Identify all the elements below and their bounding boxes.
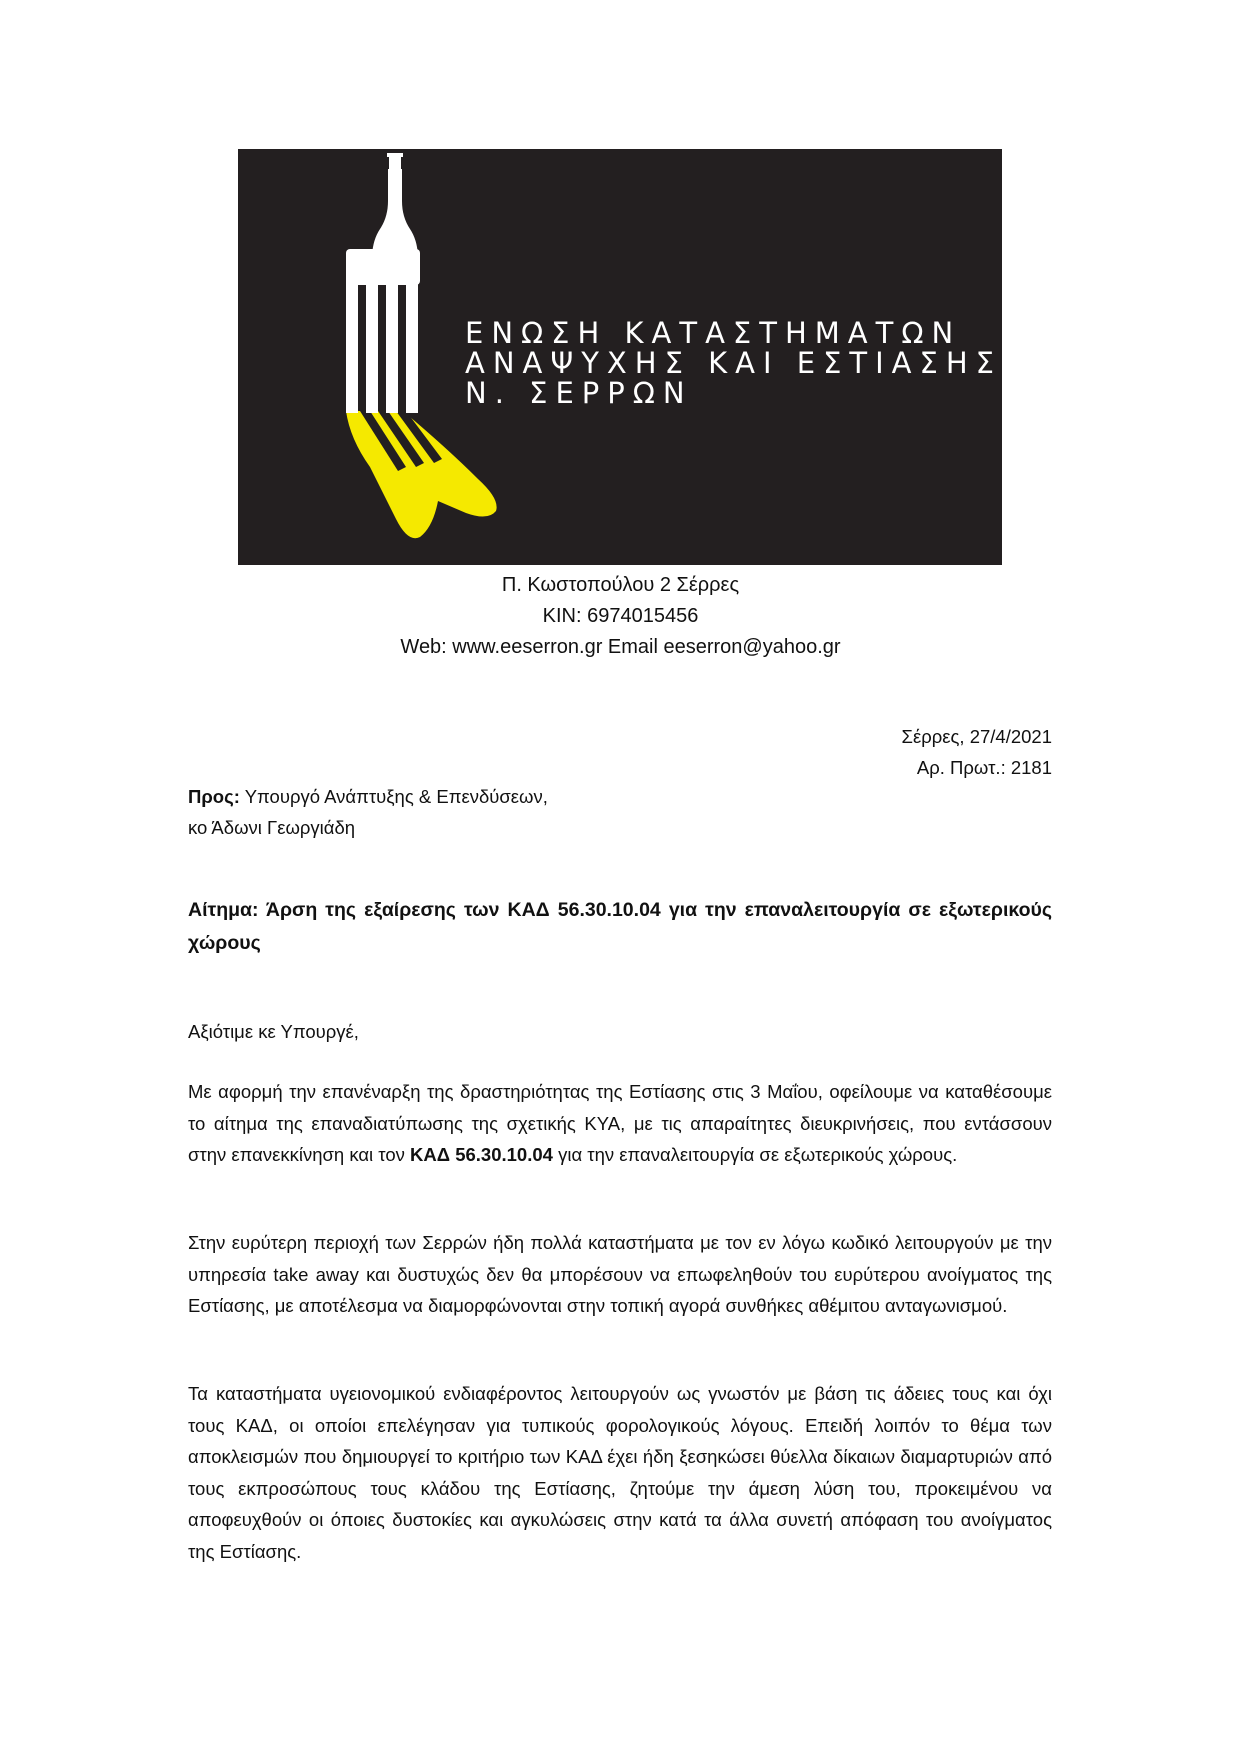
fork-shadow [346, 411, 497, 538]
recipient-line-2: κο Άδωνι Γεωργιάδη [188, 817, 356, 838]
paragraph-1-text-b: για την επαναλειτουργία σε εξωτερικούς χώρους. [552, 1144, 958, 1165]
kad-code: ΚΑΔ 56.30.10.04 [410, 1144, 553, 1165]
paragraph-1-text-a: Με αφορμή την επανέναρξη της δραστηριότητας της Εστίασης στις 3 Μαΐου, οφείλουμε να καταθέσουμε το αίτημα της επαναδιατύπωσης της σχετικής ΚΥΑ, με τις απαραίτητες διευκρινήσεις, που εντάσσουν στην επανεκκίνηση και τον [188, 1081, 1052, 1165]
paragraph-3: Τα καταστήματα υγειονομικού ενδιαφέροντος λειτουργούν ως γνωστόν με βάση τις άδειες τους και όχι τους ΚΑΔ, οι οποίοι επελέγησαν για τυπικούς φορολογικούς λόγους. Επειδή λοιπόν το θέμα των αποκλεισμών που δημιουργεί το κριτήριο των ΚΑΔ έχει ήδη ξεσηκώσει θύελλα δίκαιων διαμαρτυριών από τους εκπροσώπους τους κλάδου της Εστίασης, ζητούμε την άμεση λύση του, προκειμένου να αποφευχθούν οι όποιες δυστοκίες και αγκυλώσεις στην κατά τα άλλα συνετή απόφαση του ανοίγματος της Εστίασης. [188, 1383, 1052, 1562]
date-protocol-block [902, 721, 1052, 783]
web-email: Web: www.eeserron.gr Email eeserron@yahoo.gr [400, 636, 841, 658]
recipient-block [188, 781, 548, 843]
logo-line-2: ΑΝΑΨΥΧΗΣ ΚΑΙ ΕΣΤΙΑΣΗΣ [465, 346, 1002, 380]
address: Π. Κωστοπούλου 2 Σέρρες [501, 574, 740, 596]
letterhead-contact [0, 570, 1241, 663]
logo-line-1: ΕΝΩΣΗ ΚΑΤΑΣΤΗΜΑΤΩΝ [465, 316, 962, 350]
subject-line: Αίτημα: Άρση της εξαίρεσης των ΚΑΔ 56.30.10.04 για την επαναλειτουργία σε εξωτερικούς χώρους [188, 899, 1052, 954]
logo-wordmark [465, 318, 1002, 408]
salutation: Αξιότιμε κε Υπουργέ, [188, 1021, 359, 1042]
recipient-line-1: Υπουργό Ανάπτυξης & Επενδύσεων, [239, 786, 548, 807]
phone: ΚΙΝ: 6974015456 [542, 605, 699, 627]
protocol-number: Αρ. Πρωτ.: 2181 [916, 757, 1052, 778]
logo-line-3: Ν. ΣΕΡΡΩΝ [465, 376, 693, 410]
paragraph-2: Στην ευρύτερη περιοχή των Σερρών ήδη πολλά καταστήματα με τον εν λόγω κωδικό λειτουργούν με την υπηρεσία take away και δυστυχώς δεν θα μπορέσουν να επωφεληθούν του ευρύτερου ανοίγματος της Εστίασης, με αποτέλεσμα να διαμορφώνονται στην τοπική αγορά συνθήκες αθέμιτου ανταγωνισμού. [188, 1232, 1052, 1316]
recipient-label: Προς: [188, 786, 240, 807]
place-date: Σέρρες, 27/4/2021 [901, 726, 1052, 747]
paragraph-1 [188, 1076, 1052, 1171]
association-logo [238, 149, 1002, 565]
